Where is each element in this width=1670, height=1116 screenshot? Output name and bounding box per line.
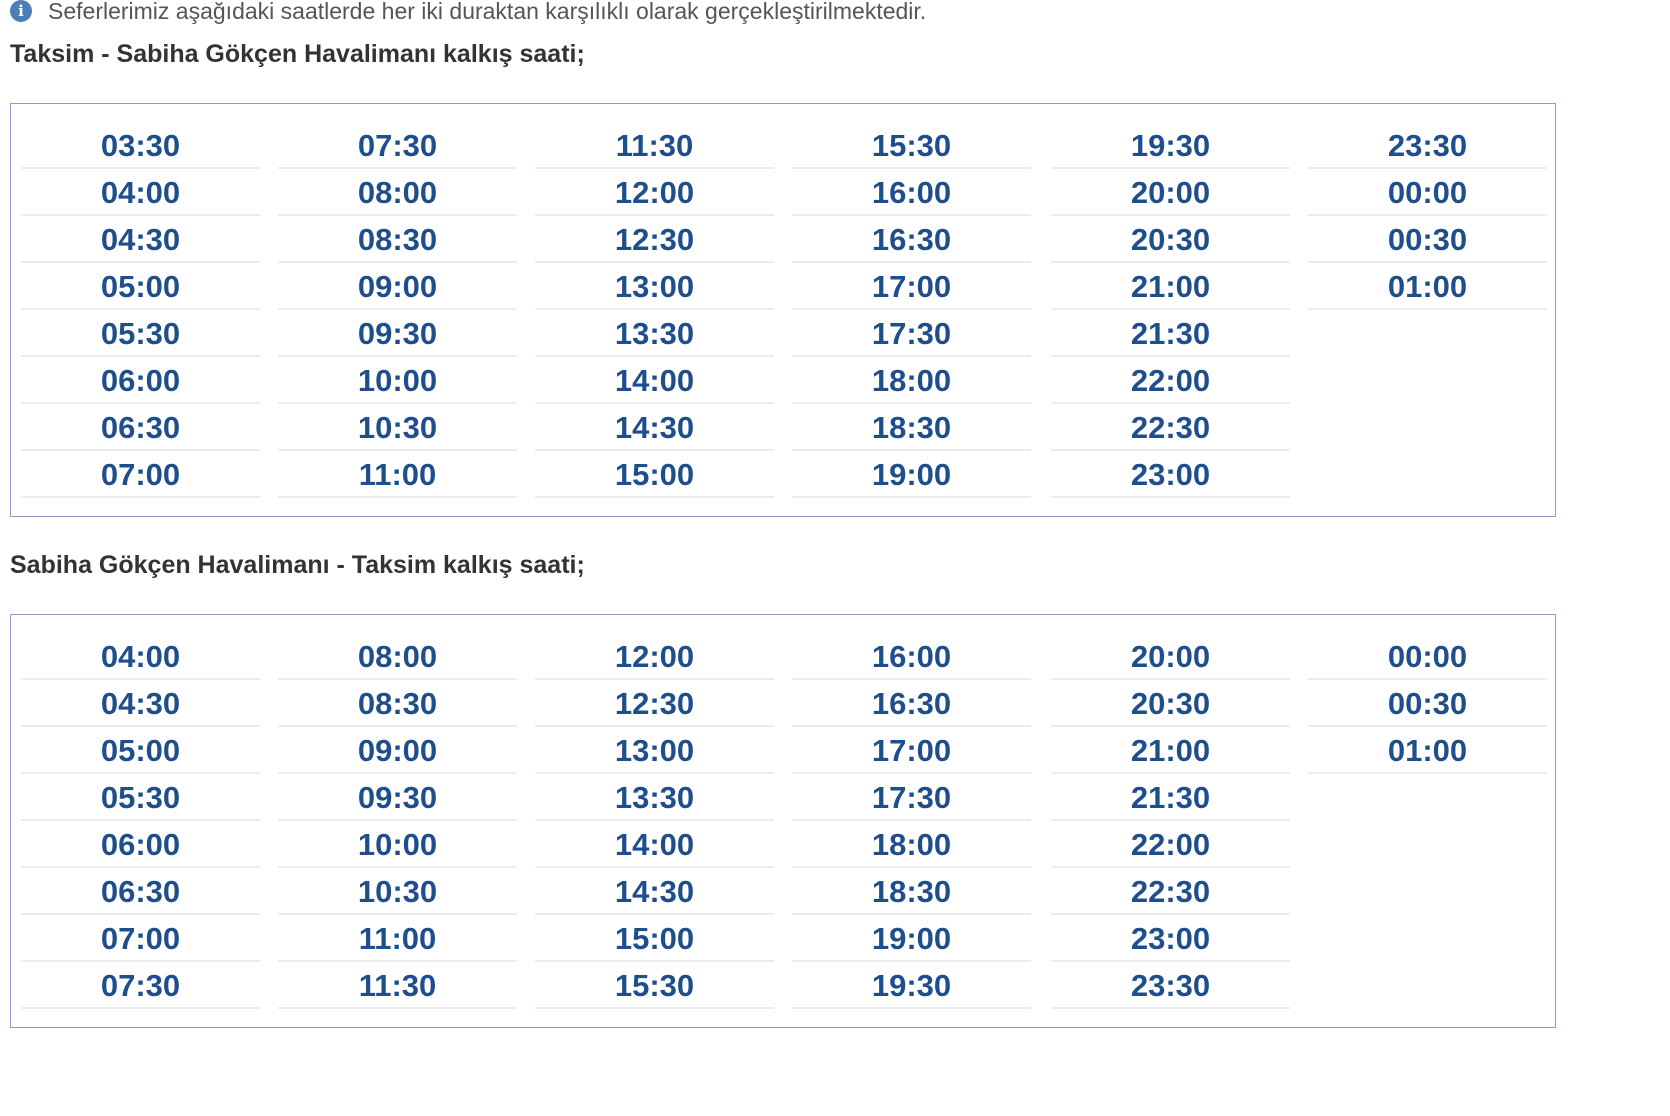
departure-time: 06:00 — [21, 357, 260, 404]
departure-time: 12:00 — [535, 633, 774, 680]
departure-time: 04:30 — [21, 680, 260, 727]
departure-time: 08:30 — [278, 680, 517, 727]
departure-time: 21:00 — [1051, 727, 1290, 774]
departure-time: 18:00 — [792, 821, 1031, 868]
departure-time: 18:00 — [792, 357, 1031, 404]
schedule-heading-taksim-to-airport: Taksim - Sabiha Gökçen Havalimanı kalkış saati; — [10, 40, 585, 68]
departure-time: 13:30 — [535, 774, 774, 821]
info-notice — [10, 0, 926, 26]
departure-time: 07:00 — [21, 451, 260, 498]
departure-time: 13:30 — [535, 310, 774, 357]
schedule-column — [1051, 122, 1290, 498]
departure-time: 10:00 — [278, 357, 517, 404]
departure-time: 12:30 — [535, 680, 774, 727]
schedule-column — [792, 633, 1031, 1009]
departure-time: 10:00 — [278, 821, 517, 868]
departure-time: 15:30 — [535, 962, 774, 1009]
departure-time: 11:00 — [278, 451, 517, 498]
departure-time: 10:30 — [278, 404, 517, 451]
departure-time: 22:00 — [1051, 821, 1290, 868]
departure-time: 01:00 — [1308, 727, 1547, 774]
departure-time: 10:30 — [278, 868, 517, 915]
schedule-column — [21, 633, 260, 1009]
departure-time: 05:30 — [21, 310, 260, 357]
departure-time: 04:30 — [21, 216, 260, 263]
schedule-column — [535, 633, 774, 1009]
departure-time: 00:30 — [1308, 680, 1547, 727]
departure-time: 23:00 — [1051, 915, 1290, 962]
departure-time: 21:00 — [1051, 263, 1290, 310]
departure-time: 09:30 — [278, 774, 517, 821]
departure-time: 23:00 — [1051, 451, 1290, 498]
departure-time: 04:00 — [21, 633, 260, 680]
departure-time: 07:30 — [278, 122, 517, 169]
schedule-heading-airport-to-taksim: Sabiha Gökçen Havalimanı - Taksim kalkış saati; — [10, 551, 585, 579]
departure-time: 19:30 — [792, 962, 1031, 1009]
schedule-table-airport-to-taksim — [10, 614, 1556, 1028]
departure-time: 15:00 — [535, 915, 774, 962]
departure-time: 08:00 — [278, 633, 517, 680]
departure-time: 16:30 — [792, 216, 1031, 263]
schedule-column — [278, 122, 517, 498]
departure-time: 11:30 — [278, 962, 517, 1009]
departure-time: 17:30 — [792, 310, 1031, 357]
departure-time: 19:30 — [1051, 122, 1290, 169]
schedule-column — [1308, 122, 1547, 310]
departure-time: 01:00 — [1308, 263, 1547, 310]
departure-time: 13:00 — [535, 727, 774, 774]
departure-time: 15:00 — [535, 451, 774, 498]
departure-time: 22:30 — [1051, 404, 1290, 451]
info-icon: i — [10, 0, 32, 22]
departure-time: 20:30 — [1051, 680, 1290, 727]
departure-time: 21:30 — [1051, 310, 1290, 357]
departure-time: 22:30 — [1051, 868, 1290, 915]
schedule-column — [21, 122, 260, 498]
departure-time: 13:00 — [535, 263, 774, 310]
departure-time: 05:00 — [21, 263, 260, 310]
departure-time: 12:30 — [535, 216, 774, 263]
departure-time: 06:30 — [21, 404, 260, 451]
departure-time: 07:30 — [21, 962, 260, 1009]
departure-time: 21:30 — [1051, 774, 1290, 821]
departure-time: 17:00 — [792, 263, 1031, 310]
departure-time: 19:00 — [792, 451, 1031, 498]
departure-time: 20:00 — [1051, 633, 1290, 680]
departure-time: 00:30 — [1308, 216, 1547, 263]
departure-time: 04:00 — [21, 169, 260, 216]
departure-time: 23:30 — [1051, 962, 1290, 1009]
schedule-column — [278, 633, 517, 1009]
departure-time: 07:00 — [21, 915, 260, 962]
departure-time: 00:00 — [1308, 633, 1547, 680]
schedule-column — [792, 122, 1031, 498]
departure-time: 19:00 — [792, 915, 1031, 962]
departure-time: 12:00 — [535, 169, 774, 216]
departure-time: 06:30 — [21, 868, 260, 915]
departure-time: 14:00 — [535, 357, 774, 404]
departure-time: 20:00 — [1051, 169, 1290, 216]
departure-time: 09:00 — [278, 727, 517, 774]
departure-time: 16:30 — [792, 680, 1031, 727]
schedule-column — [535, 122, 774, 498]
departure-time: 20:30 — [1051, 216, 1290, 263]
departure-time: 18:30 — [792, 868, 1031, 915]
departure-time: 14:30 — [535, 404, 774, 451]
schedule-table-taksim-to-airport — [10, 103, 1556, 517]
departure-time: 16:00 — [792, 633, 1031, 680]
departure-time: 05:30 — [21, 774, 260, 821]
departure-time: 09:30 — [278, 310, 517, 357]
departure-time: 11:00 — [278, 915, 517, 962]
departure-time: 03:30 — [21, 122, 260, 169]
departure-time: 22:00 — [1051, 357, 1290, 404]
departure-time: 14:00 — [535, 821, 774, 868]
departure-time: 23:30 — [1308, 122, 1547, 169]
departure-time: 15:30 — [792, 122, 1031, 169]
info-text: Seferlerimiz aşağıdaki saatlerde her iki duraktan karşılıklı olarak gerçekleştirilmektedir. — [48, 0, 927, 24]
departure-time: 17:30 — [792, 774, 1031, 821]
departure-time: 08:00 — [278, 169, 517, 216]
departure-time: 14:30 — [535, 868, 774, 915]
departure-time: 17:00 — [792, 727, 1031, 774]
schedule-column — [1308, 633, 1547, 774]
departure-time: 16:00 — [792, 169, 1031, 216]
departure-time: 05:00 — [21, 727, 260, 774]
departure-time: 11:30 — [535, 122, 774, 169]
departure-time: 18:30 — [792, 404, 1031, 451]
departure-time: 08:30 — [278, 216, 517, 263]
departure-time: 09:00 — [278, 263, 517, 310]
departure-time: 00:00 — [1308, 169, 1547, 216]
schedule-column — [1051, 633, 1290, 1009]
departure-time: 06:00 — [21, 821, 260, 868]
